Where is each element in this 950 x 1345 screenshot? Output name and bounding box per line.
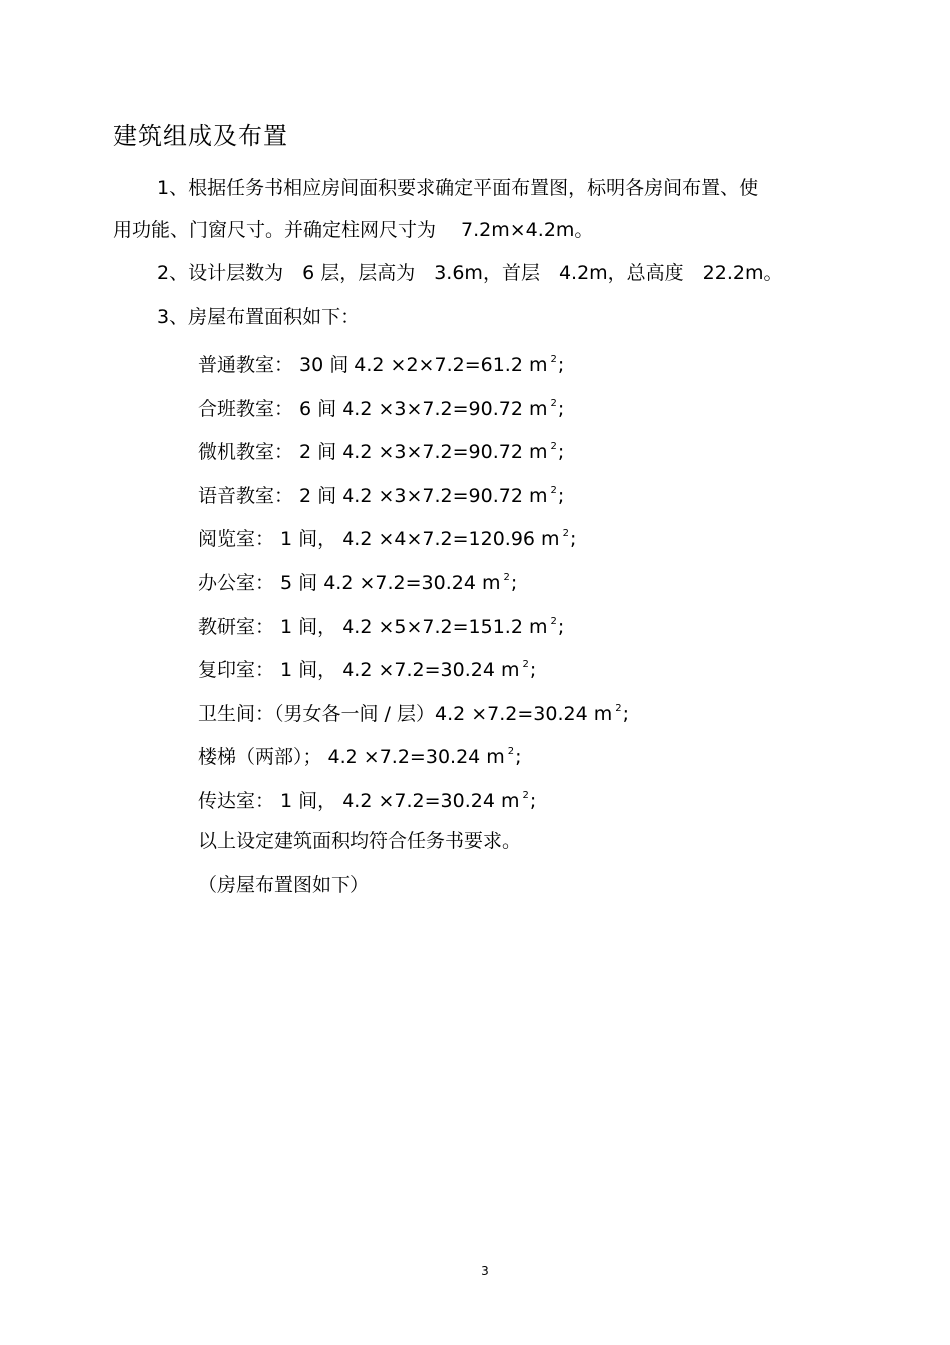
room-row [198, 783, 629, 827]
section-title: 建筑组成及布置 [113, 122, 288, 150]
room-end: ; [529, 659, 537, 682]
room-text: 合班教室： 6 间 4.2 ×3×7.2=90.72 m [198, 397, 548, 420]
room-end: ; [557, 615, 565, 638]
superscript: 2 [550, 484, 557, 496]
room-text: 微机教室： 2 间 4.2 ×3×7.2=90.72 m [198, 441, 548, 464]
room-text: 卫生间：（男女各一间 / 层）4.2 ×7.2=30.24 m [198, 702, 613, 725]
room-end: ; [557, 397, 565, 420]
room-end: ; [515, 746, 522, 769]
superscript: 2 [550, 397, 557, 409]
item-1-line-2: 用功能、门窗尺寸。并确定柱网尺寸为 7.2m×4.2m。 [113, 219, 594, 241]
superscript: 2 [550, 354, 557, 365]
item-1-line-1: 1、根据任务书相应房间面积要求确定平面布置图，标明各房间布置、使 [157, 177, 759, 199]
room-text: 传达室： 1 间， 4.2 ×7.2=30.24 m [198, 789, 520, 812]
superscript: 2 [507, 746, 515, 758]
room-row [198, 565, 629, 609]
room-row [198, 652, 629, 696]
room-row [198, 696, 629, 740]
superscript: 2 [503, 571, 510, 583]
room-text: 办公室： 5 间 4.2 ×7.2=30.24 m [198, 571, 501, 594]
room-text: 阅览室： 1 间， 4.2 ×4×7.2=120.96 m [198, 528, 560, 551]
room-end: ; [557, 441, 565, 464]
room-row [198, 347, 629, 391]
room-row [198, 609, 629, 653]
page-number: 3 [481, 1264, 489, 1278]
room-row [198, 434, 629, 478]
room-area-list [198, 347, 629, 827]
superscript: 2 [522, 789, 529, 801]
layout-note: （房屋布置图如下） [198, 874, 370, 896]
room-text: 楼梯（两部）； 4.2 ×7.2=30.24 m [198, 746, 505, 769]
superscript: 2 [562, 528, 569, 540]
room-end: ; [557, 354, 565, 376]
room-row [198, 391, 629, 435]
superscript: 2 [550, 615, 557, 627]
room-text: 教研室： 1 间， 4.2 ×5×7.2=151.2 m [198, 615, 548, 638]
room-row [198, 521, 629, 565]
item-3: 3、房屋布置面积如下： [157, 306, 360, 328]
summary-text: 以上设定建筑面积均符合任务书要求。 [198, 830, 522, 852]
room-row [198, 739, 629, 783]
room-row [198, 478, 629, 522]
room-end: ; [529, 789, 537, 812]
superscript: 2 [615, 702, 622, 714]
superscript: 2 [522, 659, 529, 671]
item-2: 2、设计层数为 6 层，层高为 3.6m，首层 4.2m，总高度 22.2m。 [157, 262, 783, 284]
room-end: ; [569, 528, 577, 551]
room-text: 复印室： 1 间， 4.2 ×7.2=30.24 m [198, 659, 520, 682]
room-end: ; [622, 702, 630, 725]
superscript: 2 [550, 441, 557, 453]
room-end: ; [510, 571, 518, 594]
room-end: ; [557, 484, 565, 507]
room-text: 普通教室： 30 间 4.2 ×2×7.2=61.2 m [198, 354, 548, 376]
room-text: 语音教室： 2 间 4.2 ×3×7.2=90.72 m [198, 484, 548, 507]
